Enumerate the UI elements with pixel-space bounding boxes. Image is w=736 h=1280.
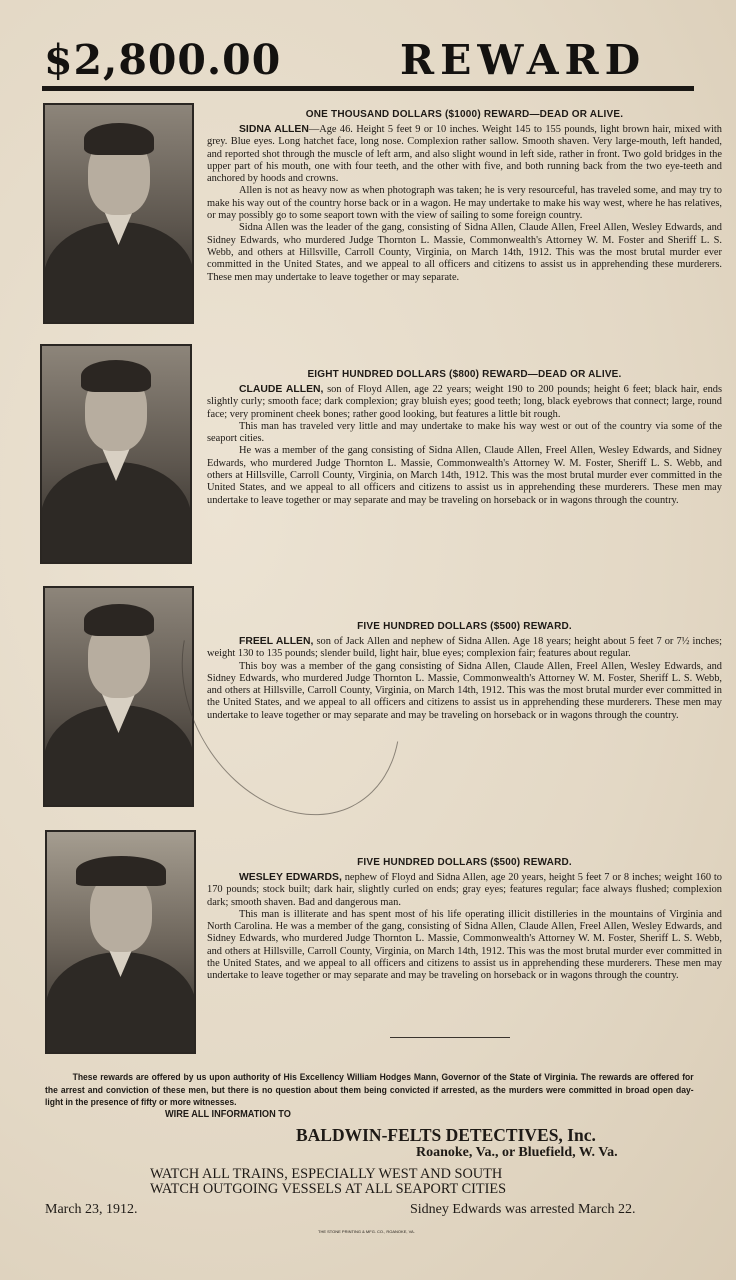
printer-imprint: THE STONE PRINTING & MFG. CO., ROANOKE, VA. (318, 1229, 415, 1234)
reward-amount: $2,800.00 (44, 36, 282, 84)
description: This boy was a member of the gang consisting of Sidna Allen, Claude Allen, Freel Allen, Wesley Edwards, and Sidney Edwards, who murdered Judge Thornton L. Massie, Commonwealth's Attorney W. M. Foster, Sheriff L. S. Webb, and others at Hillsville, Carroll County, Virginia, on March 14th, 1912. This was the most brutal murder ever committed in the United States, and we appeal to all officers and citizens to assist us in apprehending these murderers. These men may undertake to leave together or may separate and may be traveling on horseback or in wagons through the country. (207, 660, 722, 721)
description: Sidna Allen was the leader of the gang, consisting of Sidna Allen, Claude Allen, Freel Allen, Wesley Edwards, and Sidney Edwards, who murdered Judge Thornton L. Massie, Commonwealth's Attorney W. M. Foster and Sheriff L. S. Webb, and others at Hillsville, Carroll County, Virginia, on March 14th, 1912. This was the most brutal murder ever committed in the United States, and we appeal to all officers and citizens to assist us in apprehending these murderers. These men may undertake to leave together or may separate. (207, 222, 722, 283)
photo-wesley-edwards (45, 830, 196, 1054)
photo-sidna-allen (43, 103, 194, 324)
section-claude-allen (207, 369, 722, 507)
section-wesley-edwards (207, 857, 722, 983)
description: He was a member of the gang consisting of Sidna Allen, Claude Allen, Freel Allen, Wesley Edwards, and Sidney Edwards, who murdered Judge Thornton L. Massie, Commonwealth's Attorney W. M. Foster, Sheriff L. S. Webb, and others at Hillsville, Carroll County, Virginia, on March 14th, 1912. This was the most brutal murder ever committed in the United States, and we appeal to all officers and citizens to assist us in apprehending these murderers. These men may undertake to leave together or may separate and may be traveling on horseback or in wagons through the country. (207, 445, 722, 506)
arrest-note: Sidney Edwards was arrested March 22. (410, 1202, 636, 1217)
reward-heading: EIGHT HUNDRED DOLLARS ($800) REWARD—DEAD OR ALIVE. (307, 369, 622, 380)
reward-heading: ONE THOUSAND DOLLARS ($1000) REWARD—DEAD OR ALIVE. (305, 109, 624, 120)
section-freel-allen (207, 621, 722, 722)
reward-title: REWARD (400, 36, 647, 84)
agency-location: Roanoke, Va., or Bluefield, W. Va. (416, 1145, 618, 1160)
suspect-name: SIDNA ALLEN (239, 124, 309, 135)
description: This man is illiterate and has spent most of his life operating illicit distilleries in the mountains of Virginia and North Carolina. He was a member of the gang, consisting of Sidna Allen, Claude Allen, Freel Allen, Wesley Edwards, and Sidney Edwards, who murdered Judge Thornton L. Massie, Commonwealth's Attorney W. M. Foster, Sheriff L. S. Webb, and others at Hillsville, Carroll County, Virginia, on March 14th, 1912. This was the most brutal murder ever committed in the United States, and we appeal to all officers and citizens to assist us in apprehending these murderers. These men may undertake to leave together or may separate and may be traveling on horseback or in wagons through the country. (207, 908, 722, 982)
description: This man has traveled very little and may undertake to make his way west or out of the country via some of the seaport cities. (207, 420, 722, 445)
photo-freel-allen (43, 586, 194, 807)
suspect-name: WESLEY EDWARDS, (239, 872, 342, 883)
description: son of Floyd Allen, age 22 years; weight 190 to 200 pounds; height 6 feet; black hair, ends slightly curly; smooth face; dark complexion; gray bluish eyes; good teeth; long, black eyebrows that connect; large, round face; very prominent cheek bones; rather good looking, but features a little bit rough. (207, 384, 723, 420)
reward-heading: FIVE HUNDRED DOLLARS ($500) REWARD. (357, 621, 572, 632)
authority-notice: These rewards are offered by us upon authority of His Excellency William Hodges Mann, Governor of the State of Virginia. The rewards are offered for the arrest and conviction of these men, but there is no question about them being convicted if arrested, as the murders were committed in broad open day-light in the presence of fifty or more witnesses. (45, 1072, 694, 1107)
wire-label: WIRE ALL INFORMATION TO (165, 1109, 291, 1120)
title-rule (42, 86, 694, 91)
reward-heading: FIVE HUNDRED DOLLARS ($500) REWARD. (357, 857, 572, 868)
watch-trains: WATCH ALL TRAINS, ESPECIALLY WEST AND SOUTH (150, 1166, 503, 1182)
poster-date: March 23, 1912. (45, 1202, 138, 1217)
description: —Age 46. Height 5 feet 9 or 10 inches. Weight 145 to 155 pounds, light brown hair, mixed with grey. Blue eyes. Long hatchet face, long nose. Complexion rather sallow. Smooth shaven. Very large-mouth, left handed, and reported shot through the muscle of left arm, and also slight wound in left side, rather in front. Two gold bridges in the upper part of his mouth, one with four teeth, and the other with five, and both running back from the two eye-teeth and anchored by hoods and crowns. (207, 124, 722, 185)
divider (390, 1037, 510, 1038)
description: Allen is not as heavy now as when photograph was taken; he is very resourceful, has traveled some, and may try to make his way out of the country horse back or in a wagon. He may undertake to make his way west, where he has relatives, or may possibly go to some seaport town with the view of sailing to some foreign country. (207, 185, 722, 222)
watch-vessels: WATCH OUTGOING VESSELS AT ALL SEAPORT CITIES (150, 1181, 507, 1197)
description: son of Jack Allen and nephew of Sidna Allen. Age 18 years; height about 5 feet 7 or 7½ inches; weight 130 to 135 pounds; slender build, light hair, blue eyes; complexion fair; features about regular. (207, 636, 722, 660)
description: nephew of Floyd and Sidna Allen, age 20 years, height 5 feet 7 or 8 inches; weight 160 to 170 pounds; stock built; dark hair, slightly curled on ends; gray eyes; features regular; face always flushed; complexion dark; smooth shaven. Bad and dangerous man. (207, 872, 722, 908)
suspect-name: FREEL ALLEN, (239, 636, 314, 647)
agency-name: BALDWIN-FELTS DETECTIVES, Inc. (296, 1125, 596, 1145)
photo-claude-allen (40, 344, 192, 564)
suspect-name: CLAUDE ALLEN, (239, 384, 324, 395)
section-sidna-allen (207, 109, 722, 284)
